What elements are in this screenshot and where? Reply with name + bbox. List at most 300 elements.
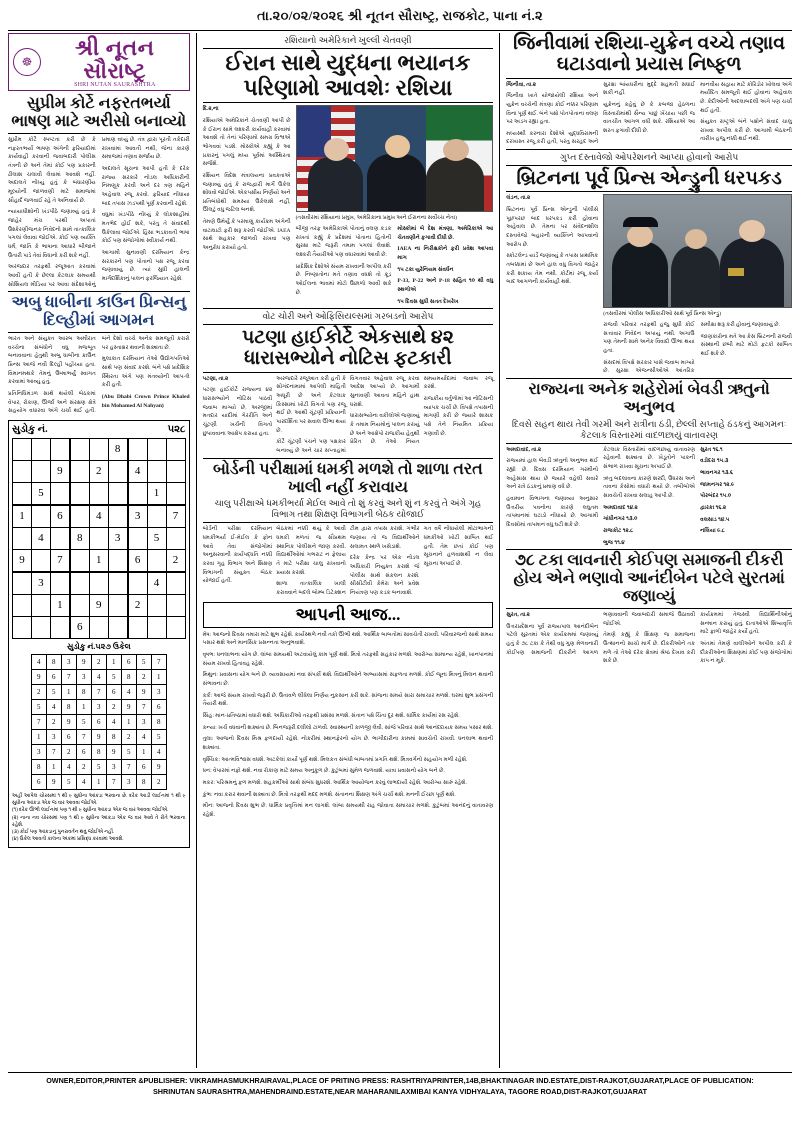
- sudoku-cell[interactable]: [108, 505, 127, 528]
- sudoku-cell[interactable]: 3: [128, 505, 147, 528]
- table-row: [13, 572, 186, 595]
- paragraph: બ્રિટનના પૂર્વ પ્રિન્સ એન્ડ્રુની પોલીસે પૂછપરછ બાદ ધરપકડ કરી હોવાના અહેવાલ છે. તેમના પર સંવેદનશીલ દસ્તાવેજો બહારની વ્યક્તિને આપવાનો આરોપ છે.: [506, 207, 599, 248]
- sudoku-cell[interactable]: 4: [31, 527, 50, 549]
- center-headline: ઈરાન સાથે યુદ્ધના ભયાનક પરિણામો આવશેઃ રશિયા: [225, 50, 471, 100]
- stat-line: ૧૫ દિવસ સુધી સતત દેખરેખ: [397, 298, 459, 305]
- solution-cell: 5: [31, 699, 46, 714]
- solution-cell: 8: [91, 744, 106, 759]
- solution-cell: 5: [61, 774, 76, 789]
- table-row: [31, 729, 166, 744]
- right-mid-photo-caption: (તસવીરમાં પોલીસ અધિકારીઓ સાથે પૂર્વ પ્રિન્સ એન્ડ્રુ): [603, 311, 722, 318]
- temp-item: નલિયા ૯.૮: [700, 528, 725, 535]
- solution-cell: 7: [136, 699, 151, 714]
- sudoku-cell[interactable]: [50, 572, 69, 595]
- paragraph: વધુમાં ખંડપીઠે નોંધ્યું કે લોકશાહીમાં મતભેદ હોઈ શકે, પરંતુ તે સંવાદથી ઉકેલાવા જોઈએ. હિંસા ભડકાવતી ભાષા કોઈ પણ સંજોગોમાં સ્વીકાર્ય નથી.: [101, 212, 190, 245]
- sudoku-cell[interactable]: [108, 572, 127, 595]
- column-center: [203, 33, 501, 1068]
- center-right-text: [296, 225, 494, 306]
- table-row: [31, 684, 166, 699]
- horoscope-item: તુલા: આજનો દિવસ મિશ્ર ફળદાયી રહેશે. નોકરીમાં સ્થાનફેરનો યોગ છે. ભાગીદારીના કામમાં સાવચેતી રાખવી. ધનલાભ થવાની શક્યતા.: [202, 736, 494, 751]
- sudoku-solution-grid: [31, 654, 167, 790]
- solution-cell: 3: [46, 729, 61, 744]
- paragraph: પટણા હાઈકોર્ટે રાજ્યના ૪૨ ધારાસભ્યોને નોટિસ પાઠવી જવાબ માગ્યો છે. અરજીમાં મતદાર યાદીમાં ગેરરીતિ અને ચૂંટણી ખર્ચની વિગતો છુપાવવાના આક્ષેપ કરાયા હતા.: [202, 387, 273, 437]
- sudoku-cell[interactable]: [31, 505, 50, 528]
- paragraph: તેમણે ઉમેર્યું કે પરમાણુ કાર્યક્રમ અંગેની વાટાઘાટો ફરી શરૂ કરવી જોઈએ. IAEA સાથે સહકાર જાળવી રાખવા પણ અનુરોધ કરાયો હતો.: [202, 219, 291, 252]
- solution-cell: 7: [31, 714, 46, 729]
- solution-cell: 8: [46, 654, 61, 669]
- sudoku-cell[interactable]: 3: [31, 572, 50, 595]
- horoscope-item: મિથુન: પ્રવાસના યોગ બને છે. વ્યવસાયમાં નવા સંપર્કો થશે. વિદ્યાર્થીઓને અભ્યાસમાં સફળતા મળશે. કોઈ જૂના મિત્રનું મિલન થવાની સંભાવના છે.: [202, 672, 494, 687]
- solution-cell: 2: [121, 729, 136, 744]
- center-low-subheadline: ચાલુ પરીક્ષાએ ધમકીભર્યા મેઈલ આવે તો શું કરવું અને શું ન કરવું તે અંગે ગૃહ વિભાગ તથા શિક્ષણ વિભાગની બેઠક યોજાઈ: [214, 498, 482, 520]
- horoscope-item: કર્ક: આજે સંયમ રાખવો જરૂરી છે. ઉતાવળે લીધેલા નિર્ણય નુકસાન કરી શકે. સાંજના સમયે સારા સમાચાર મળશે. ઘરમાં શુભ પ્રસંગની તૈયારી થશે.: [202, 692, 494, 708]
- sudoku-cell[interactable]: 1: [13, 505, 32, 528]
- page-columns: [8, 33, 792, 1068]
- stat-line: ૧૫ ટકા યુરેનિયમ સંવર્ધન: [397, 266, 454, 273]
- sudoku-solution-title: સુડોકુ નં.૫૨૭ ઉકેલ: [66, 641, 131, 651]
- dateline: સુરત, તા.૨: [506, 612, 530, 619]
- paragraph: આગામી સુનાવણી દરમિયાન કેન્દ્ર સરકારને પણ પોતાનો પક્ષ રજૂ કરવા જણાવાયું છે. ત્યાં સુધી હાલની માર્ગદર્શિકાનું પાલન ફરજિયાત રહેશે.: [101, 249, 190, 282]
- right-bottom-body: [506, 611, 792, 666]
- footer-line-2: SHRINUTAN SAURASHTRA,MAHENDRAIND.ESTATE,NEAR MAHARANILAXMIBAI KANYA VIDHYALAYA, TAGORE ROAD,DIST-RAJKOT,GUJARAT: [153, 1086, 647, 1096]
- right-mid-headline: બ્રિટનના પૂર્વ પ્રિન્સ એન્ડ્રુની ધરપકડ: [516, 168, 782, 190]
- solution-cell: 3: [106, 759, 121, 774]
- sudoku-cell[interactable]: 8: [108, 438, 127, 460]
- table-row: [13, 460, 186, 482]
- solution-cell: 1: [106, 654, 121, 669]
- solution-cell: 6: [106, 684, 121, 699]
- table-row: [31, 774, 166, 789]
- rule-line: અહીં આપેલ ચોરસમાં ૧ થી ૯ સુધીના આંકડા ભરવાના છે. દરેક આડી લાઈનમાં ૧ થી ૯ સુધીના આંકડા એક જ વાર આવવા જોઈએ.: [12, 793, 186, 807]
- sudoku-puzzle: [8, 420, 190, 848]
- rule-line: (૧) દરેક ઊભી લાઈનમાં પણ ૧ થી ૯ સુધીના આંકડા એક જ વાર આવવા જોઈએ.: [12, 808, 169, 814]
- paragraph: અરજદાર તરફથી રજૂઆત કરવામાં આવી હતી કે છેલ્લા કેટલાક સમયથી સોશિયલ મીડિયા પર આવા સંદેશાઓનું પ્રમાણ વધ્યું છે. તંત્ર દ્વારા પૂરતી તકેદારી રાખવામાં આવતી નથી, જેના કારણે સમાજમાં તણાવ સર્જાય છે.: [8, 137, 190, 288]
- solution-cell: 7: [76, 729, 91, 744]
- sudoku-cell[interactable]: [147, 460, 166, 482]
- sudoku-cell[interactable]: [13, 527, 32, 549]
- right-top-body: [506, 81, 792, 148]
- temp-item: દ્વારકા ૧૬.૨: [700, 505, 727, 512]
- solution-cell: 2: [106, 699, 121, 714]
- temp-item: અમદાવાદ ૧૪.૨: [603, 504, 638, 511]
- paragraph: શાળા તાત્કાલિક ખાલી કરાવવાને બદલે બોમ્બ ડિટેક્શન ટીમ દ્વારા તપાસ કરાશે. ગંભીર જણાય તો જ વિદ્યાર્થીઓને સલામત સ્થળે ખસેડાશે.: [276, 526, 420, 596]
- solution-cell: 8: [76, 684, 91, 699]
- solution-cell: 8: [31, 759, 46, 774]
- sudoku-cell[interactable]: [108, 594, 127, 616]
- sudoku-cell[interactable]: [89, 482, 108, 505]
- solution-cell: 8: [106, 729, 121, 744]
- solution-cell: 7: [121, 759, 136, 774]
- table-row: [13, 549, 186, 572]
- sudoku-cell[interactable]: [13, 482, 32, 505]
- table-row: [13, 438, 186, 460]
- paragraph: કેટલાક વિસ્તારોમાં વાદળછાયું વાતાવરણ રહેવાની શક્યતા છે. ખેડૂતોને પાકની સંભાળ રાખવા સૂચના અપાઈ છે.: [603, 446, 696, 471]
- center-low-headline: બોર્ડની પરીક્ષામાં ધમકી મળશે તો શાળા તરત ખાલી નહીં કરાવાય: [213, 460, 483, 496]
- table-row: [13, 527, 186, 549]
- paragraph: મધ્યસ્થી કરનારા દેશોએ યુદ્ધવિરામની દરખાસ્ત રજૂ કરી હતી, પરંતુ સરહદ અને સુરક્ષા બાંયધરીના મુદ્દે સહમતી સધાઈ શકી નહીં.: [506, 81, 696, 146]
- horoscope-item: કુંભ: નવા કરાર થવાની શક્યતા છે. મિત્રો તરફથી મદદ મળશે. સંતાનના શિક્ષણ અંગે ચર્ચા થશે. મનની ઈચ્છા પૂર્ણ થશે.: [202, 791, 456, 798]
- solution-cell: 1: [46, 759, 61, 774]
- sudoku-cell[interactable]: 4: [128, 460, 147, 482]
- right-bottom-headline: ૭૮ ટકા લાવનારી કોઈપણ સમાજની દીકરી હોય એને ભણાવો આનંદીબેન પટેલે સુરતમાં જણાવ્યું: [513, 552, 785, 606]
- paragraph: અંતમાં તેમણે વાલીઓને અપીલ કરી કે દીકરીઓના શિક્ષણમાં કોઈ પણ સંજોગોમાં કાપ ન મૂકે.: [700, 641, 792, 665]
- photo-world-leaders: [296, 105, 494, 212]
- paragraph: પ્રતિનિધિમંડળ સાથે થયેલી બેઠકમાં વેપાર, રોકાણ, ઊર્જા અને સંરક્ષણ ક્ષેત્રે સહયોગ વધારવા અંગે ચર્ચા થઈ હતી. બંને દેશો વચ્ચે અનેક સમજૂતી કરારો પર હસ્તાક્ષર થવાની શક્યતા છે.: [8, 335, 190, 415]
- column-right: [506, 33, 792, 1068]
- right-low-body: [506, 446, 792, 548]
- solution-cell: 6: [91, 714, 106, 729]
- table-row: [31, 744, 166, 759]
- sudoku-cell[interactable]: 1: [147, 482, 166, 505]
- solution-cell: 2: [31, 684, 46, 699]
- solution-cell: 5: [106, 669, 121, 684]
- paragraph: ભારત અને સંયુક્ત આરબ અમીરાત વચ્ચેના સંબંધોને વધુ મજબૂત બનાવવાના હેતુથી અબુ ધાબીના ક્રાઉન પ્રિન્સ આજે નવી દિલ્હી પહોંચ્યા હતા. વિમાનમથકે તેમનું ઉષ્માભર્યું સ્વાગત કરવામાં આવ્યું હતું.: [8, 335, 96, 386]
- sudoku-cell[interactable]: [147, 438, 166, 460]
- sudoku-cell[interactable]: 4: [147, 572, 166, 595]
- table-row: [13, 616, 186, 638]
- temp-item: સુરત ૧૬.૧: [700, 446, 723, 453]
- solution-cell: 9: [121, 699, 136, 714]
- sudoku-cell[interactable]: [108, 616, 127, 638]
- solution-cell: 1: [151, 669, 166, 684]
- temp-item: ભાવનગર ૧૩.૬: [700, 470, 733, 477]
- sudoku-cell[interactable]: [89, 572, 108, 595]
- temp-item: રાજકોટ ૧૨.૮: [603, 528, 634, 535]
- table-row: [31, 699, 166, 714]
- sudoku-cell[interactable]: [147, 549, 166, 572]
- solution-cell: 5: [136, 654, 151, 669]
- sudoku-cell[interactable]: [50, 438, 69, 460]
- sudoku-cell[interactable]: 6: [50, 505, 69, 528]
- sudoku-cell[interactable]: [166, 527, 185, 549]
- footer-line-1: OWNER,EDITOR,PRINTER &PUBLISHER: VIKRAMHASMUKHRAIRAVAL,PLACE OF PRITING PRESS: RASHTRIYAPRINTER,14B,BHAKTINAGAR IND.ESTATE,DIST-RAJKOT,GUJARAT,PLACE OF PUBLICATION:: [46, 1076, 754, 1085]
- paragraph: કાર્યક્રમમાં તેજસ્વી વિદ્યાર્થિનીઓનું સન્માન કરાયું હતું. દાતાઓએ શિષ્યવૃત્તિ માટે ફાળો જાહેર કર્યો હતો.: [700, 612, 792, 636]
- solution-cell: 9: [76, 654, 91, 669]
- solution-cell: 1: [76, 699, 91, 714]
- solution-cell: 3: [61, 654, 76, 669]
- solution-cell: 8: [61, 699, 76, 714]
- sudoku-cell[interactable]: [166, 616, 185, 638]
- paragraph: માનવીય સહાય માટે કોરિડોર ખોલવા અંગે મર્યાદિત સમજૂતી થઈ હોવાના અહેવાલ છે. કેદીઓની અદલાબદલી અંગે પણ ચર્ચા થઈ હતી.: [700, 81, 792, 114]
- table-row: [13, 482, 186, 505]
- photo-caption: (Abu Dhabi Crown Prince Khaled bin Mohamed Al Nahyan): [101, 393, 190, 409]
- paragraph: સંસદમાં વિપક્ષે સરકાર પાસે જવાબ માગ્યો છે. સુરક્ષા એજન્સીઓએ આંતરિક સમીક્ષા શરૂ કરી હોવાનું જણાવાયું છે.: [603, 322, 780, 375]
- paragraph: દરેક કેન્દ્ર પર એક નોડલ અધિકારી નિયુક્ત કરાશે જે પોલીસ સાથે સંકલન કરશે. સીસીટીવી કેમેરા અને પ્રવેશ નિયંત્રણ પણ કડક બનાવાશે.: [349, 555, 420, 596]
- paragraph: રાજકીય વર્તુળોમાં આ નોટિસની વ્યાપક ચર્ચા છે. વિપક્ષે તપાસની માગણી કરી છે જ્યારે શાસક પક્ષે તેને નિયમિત પ્રક્રિયા ગણાવી છે.: [423, 396, 494, 437]
- dateline: અમદાવાદ, તા.૨: [506, 446, 542, 453]
- sudoku-cell[interactable]: 1: [89, 549, 108, 572]
- solution-cell: 5: [91, 759, 106, 774]
- sudoku-cell[interactable]: [31, 438, 50, 460]
- paragraph: બેઠકમાં નક્કી થયું કે આવી ધમકી મળતાં જ સૌપ્રથમ સ્થાનિક પોલીસને જાણ કરવી. વિદ્યાર્થીઓમાં ગભરાટ ન ફેલાય તે માટે પરીક્ષા ચાલુ રાખવાનો પ્રયાસ કરાશે.: [276, 526, 346, 576]
- sudoku-cell[interactable]: [50, 482, 69, 505]
- column-left: [8, 33, 197, 1068]
- sudoku-cell[interactable]: [31, 460, 50, 482]
- solution-cell: 2: [46, 714, 61, 729]
- paragraph: પ્રાદેશિક દેશોએ સંયમ રાખવાની અપીલ કરી છે. નિષ્ણાતોના મતે તણાવ વધશે તો ક્રૂડ ઓઈલના ભાવમાં મોટો ઉછાળો આવી શકે છે.: [295, 263, 392, 296]
- solution-cell: 9: [46, 774, 61, 789]
- sudoku-cell[interactable]: 2: [89, 460, 108, 482]
- paragraph: ઉત્તરપ્રદેશના પૂર્વ રાજ્યપાલ આનંદીબેન પટેલે સુરતમાં એક કાર્યક્રમમાં જણાવ્યું હતું કે ૭૮ ટકા કે તેથી વધુ ગુણ મેળવનારી કોઈપણ સમાજની દીકરીને આગળ ભણાવવાની જવાબદારી સમાજે ઉઠાવવી જોઈએ.: [506, 612, 696, 656]
- page-date-line: તા.૨૦/૦૨/૨૦૨૬ શ્રી નૂતન સૌરાષ્ટ્ર, રાજકોટ, પાના નં.૨: [257, 8, 543, 23]
- sudoku-cell[interactable]: 9: [89, 594, 108, 616]
- solution-cell: 9: [136, 684, 151, 699]
- sudoku-cell[interactable]: 3: [108, 527, 127, 549]
- solution-cell: 4: [121, 684, 136, 699]
- paragraph: યુક્રેનનું કહેવું છે કે કબજા હેઠળના વિસ્તારોમાંથી સૈન્ય પાછું ખેંચાય પછી જ વાતચીત આગળ વધી શકે. રશિયાએ આ શરત ફગાવી દીધી છે.: [603, 101, 696, 134]
- solution-cell: 1: [31, 729, 46, 744]
- horoscope-item: ધન: વેપારમાં નફો થશે. નવા રોકાણ માટે સમય અનુકૂળ છે. કુટુંબમાં સુમેળ જળવાશે. યાત્રા પ્રવાસનો યોગ બને છે.: [202, 768, 445, 775]
- sudoku-cell[interactable]: [166, 460, 185, 482]
- right-mid-text-left: [506, 194, 598, 287]
- solution-cell: 4: [61, 759, 76, 774]
- temp-item: ગાંધીનગર ૧૩.૦: [603, 516, 638, 523]
- paragraph: ગત વર્ષે નોંધાયેલી મોટાભાગની ધમકીઓ ખોટી સાબિત થઈ હતી. તેમ છતાં કોઈ પણ સૂચનાને હળવાશથી ન લેવા સૂચના અપાઈ છે.: [423, 526, 494, 568]
- solution-cell: 3: [136, 714, 151, 729]
- sudoku-cell[interactable]: [108, 549, 127, 572]
- sudoku-cell[interactable]: [166, 572, 185, 595]
- sudoku-cell[interactable]: [89, 438, 108, 460]
- solution-cell: 6: [61, 729, 76, 744]
- solution-cell: 9: [106, 744, 121, 759]
- horoscope-item: કન્યા: ખર્ચ વધવાની શક્યતા છે. બિનજરૂરી દલીલો ટાળવી. સ્વાસ્થ્યની કાળજી લેવી. સાંજે પરિવાર સાથે આનંદદાયક સમય પસાર થશે.: [202, 724, 493, 731]
- sudoku-cell[interactable]: [128, 438, 147, 460]
- sudoku-cell[interactable]: 9: [13, 549, 32, 572]
- sudoku-title-label: સુડોકુ નં.: [12, 423, 48, 435]
- dateline: જિનીવા, તા.૨: [506, 81, 537, 88]
- solution-cell: 4: [91, 669, 106, 684]
- paragraph: ધારાસભ્યોના વકીલોએ જણાવ્યું કે તમામ નિયમોનું પાલન કરાયું છે અને આક્ષેપો રાજકીય હેતુથી પ્રેરિત છે. તેઓ નિયત સમયમર્યાદામાં જવાબ રજૂ કરશે.: [349, 375, 494, 446]
- paragraph: મુલાકાત દરમિયાન તેઓ ઉદ્યોગપતિઓ સાથે પણ સંવાદ કરશે. બંને પક્ષે પ્રાદેશિક સ્થિરતા અંગે પણ મંતવ્યોની આપ-લે કરી હતી.: [101, 356, 190, 389]
- sudoku-rules: [12, 793, 186, 844]
- solution-cell: 3: [91, 699, 106, 714]
- center-mid-body: [203, 375, 494, 456]
- sudoku-cell[interactable]: [13, 594, 32, 616]
- sudoku-cell[interactable]: 5: [31, 482, 50, 505]
- solution-cell: 7: [151, 654, 166, 669]
- sudoku-cell[interactable]: [166, 438, 185, 460]
- solution-cell: 1: [91, 774, 106, 789]
- sudoku-cell[interactable]: [166, 594, 185, 616]
- paragraph: બીજી તરફ અમેરિકાએ પોતાનું વલણ કડક રાખતાં કહ્યું કે પ્રદેશમાં પોતાના હિતોની સુરક્ષા માટે જરૂરી તમામ પગલાં લેવાશે. લશ્કરી તૈયારીઓ પણ વધારવામાં આવી છે.: [295, 225, 392, 258]
- sudoku-cell[interactable]: [89, 527, 108, 549]
- solution-cell: 7: [91, 684, 106, 699]
- boxed-note-2: IAEA ના નિરીક્ષકોને ફરી પ્રવેશ આપવા માગ: [397, 246, 494, 261]
- solution-cell: 1: [136, 744, 151, 759]
- sudoku-cell[interactable]: 7: [50, 549, 69, 572]
- sudoku-cell[interactable]: 1: [50, 594, 69, 616]
- page-footer: [8, 1072, 792, 1098]
- temp-item: વલસાડ ૧૪.૫: [700, 516, 730, 523]
- sudoku-cell[interactable]: [13, 438, 32, 460]
- right-mid-text-right: [603, 321, 792, 376]
- sudoku-cell[interactable]: 4: [89, 505, 108, 528]
- solution-cell: 6: [31, 774, 46, 789]
- temp-item: વડોદરા ૧૫.૩: [700, 458, 729, 465]
- solution-cell: 5: [151, 729, 166, 744]
- table-row: [13, 505, 186, 528]
- solution-cell: 2: [61, 744, 76, 759]
- sudoku-number: ૫૨૮: [167, 423, 186, 435]
- divider-top: [8, 30, 792, 31]
- boxed-note: મોસ્કોમાં બે દેશ મંત્રણા, અમેરિકાએ આ ચેતવણીને ફગાવી દીધી છે.: [397, 225, 494, 241]
- solution-cell: 8: [121, 669, 136, 684]
- horoscope-item: મેષ: આજનો દિવસ તમારા માટે શુભ રહેશે. કાર્યસ્થળે નવી તકો ઊભી થશે. આર્થિક બાબતોમાં સાવચેતી રાખવી. પરિવારજનો સાથે સમય પસાર થશે અને માનસિક પ્રસન્નતા અનુભવાશે.: [202, 631, 494, 647]
- solution-cell: 6: [76, 744, 91, 759]
- sudoku-cell[interactable]: [147, 616, 166, 638]
- solution-cell: 3: [121, 774, 136, 789]
- sudoku-cell[interactable]: 7: [166, 505, 185, 528]
- solution-cell: 9: [31, 669, 46, 684]
- paragraph: બોર્ડની પરીક્ષા દરમિયાન ધમકીભર્યા ઈ-મેઈલ કે ફોન આવે તેવા સંજોગોમાં અનુસરવાની કાર્યપદ્ધતિ નક્કી કરવા ગૃહ વિભાગ અને શિક્ષણ વિભાગની સંયુક્ત બેઠક યોજાઈ હતી.: [202, 526, 273, 585]
- solution-cell: 4: [136, 729, 151, 744]
- solution-cell: 2: [76, 759, 91, 774]
- solution-cell: 5: [76, 714, 91, 729]
- sudoku-cell[interactable]: [128, 616, 147, 638]
- sudoku-cell[interactable]: [70, 572, 89, 595]
- solution-cell: 9: [91, 729, 106, 744]
- left-sub-headline: અબુ ધાબીના કાઉન પ્રિન્સનુ દિલ્હીમાં આગમન: [11, 294, 187, 330]
- sudoku-cell[interactable]: [147, 505, 166, 528]
- sudoku-cell[interactable]: [50, 616, 69, 638]
- center-mid-kicker: વોટ ચોરી અને ઓફિસિયલ્સમાં ગરબડનો આરોપ: [262, 311, 434, 322]
- paragraph: હવામાન વિભાગના જણાવ્યા અનુસાર ઉત્તરીય પવનોના કારણે લઘુતમ તાપમાનમાં ઘટાડો નોંધાયો છે. આગામી દિવસોમાં તાપમાન વધુ ઘટી શકે છે.: [506, 496, 599, 529]
- solution-cell: 5: [46, 684, 61, 699]
- sudoku-cell[interactable]: [13, 572, 32, 595]
- sudoku-cell[interactable]: [13, 460, 32, 482]
- paragraph: અદાલતે સૂચના આપી હતી કે દરેક રાજ્ય સરકારે નોડલ અધિકારીની નિમણૂક કરવી અને દર ત્રણ મહિને અહેવાલ રજૂ કરવો. ફરિયાદ નોંધાયા બાદ તપાસ ઝડપથી પૂર્ણ કરવાની રહેશે.: [101, 165, 190, 207]
- left-sub-body: [8, 335, 190, 416]
- solution-cell: 6: [46, 669, 61, 684]
- center-low-body: [203, 525, 494, 597]
- table-row: [13, 594, 186, 616]
- sudoku-cell[interactable]: 9: [50, 460, 69, 482]
- sudoku-cell[interactable]: [70, 438, 89, 460]
- solution-cell: 9: [151, 759, 166, 774]
- sudoku-cell[interactable]: [108, 482, 127, 505]
- sudoku-cell[interactable]: [166, 482, 185, 505]
- left-article-body: [8, 136, 190, 289]
- sudoku-cell[interactable]: [89, 616, 108, 638]
- solution-cell: 6: [151, 699, 166, 714]
- right-top-headline: જિનીવામાં રશિયા-યુક્રેન વચ્ચે તણાવ ઘટાડવાનો પ્રયાસ નિષ્ફળ: [513, 33, 786, 76]
- solution-cell: 8: [151, 714, 166, 729]
- sudoku-cell[interactable]: [128, 482, 147, 505]
- sudoku-cell[interactable]: [70, 594, 89, 616]
- sudoku-cell[interactable]: [13, 616, 32, 638]
- solution-cell: 3: [31, 744, 46, 759]
- sudoku-cell[interactable]: [108, 460, 127, 482]
- table-row: [31, 654, 166, 669]
- solution-cell: 3: [76, 669, 91, 684]
- horoscope-item: મકર: પરિશ્રમનું ફળ મળશે. સહકર્મીઓ સાથે સંબંધ સુધરશે. આર્થિક આયોજન કરવું લાભદાયી રહેશે. આરોગ્ય સારું રહેશે.: [202, 779, 467, 786]
- sudoku-cell[interactable]: 5: [147, 527, 166, 549]
- solution-cell: 1: [121, 714, 136, 729]
- solution-cell: 4: [151, 744, 166, 759]
- paragraph: સ્કોટલેન્ડ યાર્ડે જણાવ્યું કે તપાસ પ્રાથમિક તબક્કામાં છે અને હાલ વધુ વિગતો જાહેર કરી શકાય તેમ નથી. કોર્ટમાં રજૂ કર્યા બાદ આગળની કાર્યવાહી થશે.: [506, 253, 599, 286]
- solution-cell: 2: [151, 774, 166, 789]
- table-row: [31, 669, 166, 684]
- logo-title: શ્રી નૂતન સૌરાષ્ટ્ર: [74, 35, 155, 84]
- sudoku-cell[interactable]: 2: [128, 594, 147, 616]
- masthead-logo: [8, 33, 190, 91]
- sudoku-cell[interactable]: 6: [70, 616, 89, 638]
- right-mid-kicker: ગુપ્ત દસ્તાવેજો ઓપરેશનને આપ્યા હોવાનો આરોપ: [560, 152, 739, 163]
- center-left-text: [203, 105, 291, 253]
- horoscope-body: [203, 631, 494, 820]
- center-kicker: રશિયાનો અમેરિકાને ખુલ્લી ચેતવણી: [284, 35, 412, 45]
- photo-prince-andrew: [603, 194, 792, 308]
- paragraph: સંયુક્ત રાષ્ટ્રએ બંને પક્ષોને સંવાદ ચાલુ રાખવા અપીલ કરી છે. આગામી બેઠકની તારીખ હજુ નક્કી થઈ નથી.: [700, 119, 792, 143]
- sudoku-cell[interactable]: [70, 460, 89, 482]
- temp-item: જામનગર ૧૨.૯: [700, 481, 735, 488]
- right-low-headline: રાજ્યના અનેક શહેરોમાં બેવડી ઋતુનો અનુભવ: [528, 380, 770, 416]
- sudoku-cell[interactable]: [128, 527, 147, 549]
- sudoku-cell[interactable]: [31, 616, 50, 638]
- sudoku-cell[interactable]: [70, 505, 89, 528]
- paragraph: રશિયન વિદેશ મંત્રાલયના પ્રવક્તાએ જણાવ્યું હતું કે રાજદ્વારી માર્ગે ઉકેલ શોધવો જોઈએ. એકપક્ષીય નિર્ણયો અને પ્રતિબંધોથી સમસ્યા ઉકેલાશે નહીં, ઊલટું વધુ જટિલ બનશે.: [202, 172, 291, 214]
- solution-cell: 7: [106, 774, 121, 789]
- solution-cell: 9: [61, 714, 76, 729]
- rule-line: (૩) કોઈ પણ આંકડાનું પુનરાવર્તન થવું જોઈએ નહીં.: [12, 830, 115, 836]
- solution-cell: 4: [31, 654, 46, 669]
- paragraph: રાજવી પરિવાર તરફથી હજુ સુધી કોઈ સત્તાવાર નિવેદન અપાયું નથી. અગાઉ પણ તેમની સામે અનેક વિવાદો ઊભા થયા હતા.: [603, 322, 695, 355]
- solution-cell: 4: [76, 774, 91, 789]
- solution-cell: 8: [136, 774, 151, 789]
- paragraph: જિનીવા ખાતે યોજાયેલી રશિયા અને યુક્રેન વચ્ચેની મંત્રણા કોઈ નક્કર પરિણામ વિના પૂર્ણ થઈ. બંને પક્ષો પોતપોતાના વલણ પર અડગ રહ્યા હતા.: [506, 93, 599, 126]
- paragraph: જાણકારોના મતે આ કેસ બ્રિટનની રાજવી સંસ્થાની છબી માટે મોટો ફટકો સાબિત થઈ શકે છે.: [700, 333, 792, 358]
- rule-line: (૪) ઉકેલ આવતી કાલના અંકમાં પ્રસિદ્ધ કરવામાં આવશે.: [12, 837, 124, 843]
- sudoku-cell[interactable]: 6: [128, 549, 147, 572]
- sudoku-cell[interactable]: [31, 549, 50, 572]
- paragraph: સુપ્રીમ કોર્ટે સ્પષ્ટતા કરી છે કે નફરતભર્યા ભાષણ અંગેની ફરિયાદોમાં કાર્યવાહી કરવાની જવાબદારી પોલીસ તંત્રની છે અને તેમાં કોઈ પણ પ્રકારની ઢીલાશ ચલાવી લેવામાં આવશે નહીં. અદાલતે નોંધ્યું હતું કે બંધારણીય મૂલ્યોની જાળવણી માટે સમાજમાં સૌહાર્દ જળવાઈ રહે તે અનિવાર્ય છે.: [8, 137, 96, 204]
- solution-cell: 6: [121, 654, 136, 669]
- paragraph: રશિયાએ અમેરિકાને ચેતવણી આપી છે કે ઈરાન સામે લશ્કરી કાર્યવાહી કરવામાં આવશે તો તેનાં પરિણામો સમગ્ર વિશ્વએ ભોગવવાં પડશે. મોસ્કોએ કહ્યું કે આ પ્રકારનું પગલું મધ્ય પૂર્વમાં અસ્થિરતા સર્જશે.: [202, 117, 291, 168]
- horoscope-item: સિંહ: માન-પ્રતિષ્ઠામાં વધારો થશે. અધિકારીઓ તરફથી પ્રશંસા મળશે. સંતાન પક્ષે ચિંતા દૂર થશે. ધાર્મિક કાર્યમાં રસ રહેશે.: [202, 712, 460, 719]
- rule-line: (૨) નાના નવ ચોરસમાં પણ ૧ થી ૯ સુધીના આંકડા એક જ વાર આવે તે રીતે ભરવાના રહેશે.: [12, 815, 186, 828]
- solution-cell: 1: [61, 684, 76, 699]
- sudoku-cell[interactable]: [147, 594, 166, 616]
- solution-cell: 4: [46, 699, 61, 714]
- horoscope-title: આપની આજ...: [203, 602, 494, 628]
- right-low-subheadline: દિવસે સહન થાય તેવી ગરમી અને રાત્રીના ઠંડી, છેલ્લી સપ્તાહે ઠંડકનું આગમનઃ કેટલાક વિસ્તારમાં વાદળછાયું વાતાવરણ: [511, 418, 787, 440]
- paragraph: કોર્ટે ચૂંટણી પંચને પણ પક્ષકાર બનાવ્યું છે અને ચાર સપ્તાહમાં વિગતવાર અહેવાલ રજૂ કરવા આદેશ આપ્યો છે. આગામી સુનાવણી આવતા મહિને હાથ ધરાશે.: [276, 375, 420, 454]
- paragraph: ઋતુ બદલાવના કારણે શરદી, ઉધરસ અને તાવના કેસોમાં વધારો થયો છે. તબીબોએ સાવચેતી રાખવા સલાહ આપી છે.: [603, 475, 696, 500]
- sudoku-cell[interactable]: [50, 527, 69, 549]
- sudoku-cell[interactable]: [70, 549, 89, 572]
- solution-cell: 2: [91, 654, 106, 669]
- horoscope-item: વૃષભ: ધનલાભના યોગ છે. લાંબા સમયથી અટવાયેલું કામ પૂર્ણ થશે. મિત્રો તરફથી સહકાર મળશે. આરોગ્ય સામાન્ય રહેશે, ખાનપાનમાં સંયમ રાખવો હિતાવહ રહેશે.: [202, 651, 494, 667]
- temp-item: પોરબંદર ૧૫.૦: [700, 493, 732, 500]
- sudoku-cell[interactable]: [70, 482, 89, 505]
- solution-cell: 6: [136, 759, 151, 774]
- horoscope-item: મીન: આજનો દિવસ શુભ છે. ધાર્મિક પ્રવૃત્તિમાં મન લાગશે. લાંબા સમયથી રાહ જોવાતા સમાચાર મળશે. કુટુંબમાં આનંદનું વાતાવરણ રહેશે.: [202, 803, 494, 818]
- sudoku-cell[interactable]: 8: [70, 527, 89, 549]
- dateline: પટણા, તા.૨: [202, 375, 229, 382]
- dateline: દિ.૨,ના: [202, 106, 219, 113]
- solution-cell: 2: [136, 669, 151, 684]
- solution-cell: 5: [121, 744, 136, 759]
- left-headline: સુપ્રીમ કોર્ટે નફરતભર્યા ભાષણ માટે અરીસો બનાવ્યો: [11, 95, 187, 131]
- sudoku-cell[interactable]: 2: [166, 549, 185, 572]
- center-mid-headline: પટણા હાઈકોર્ટે એકસાથે ૪૨ ધારાસભ્યોને નોટિસ ફટકારી: [241, 327, 454, 370]
- sudoku-cell[interactable]: [128, 572, 147, 595]
- sudoku-grid[interactable]: [12, 438, 186, 639]
- logo-subtitle: SHRI NUTAN SAURASHTRA: [74, 82, 156, 89]
- sudoku-cell[interactable]: [31, 594, 50, 616]
- om-icon: ☸: [13, 48, 41, 76]
- solution-cell: 7: [46, 744, 61, 759]
